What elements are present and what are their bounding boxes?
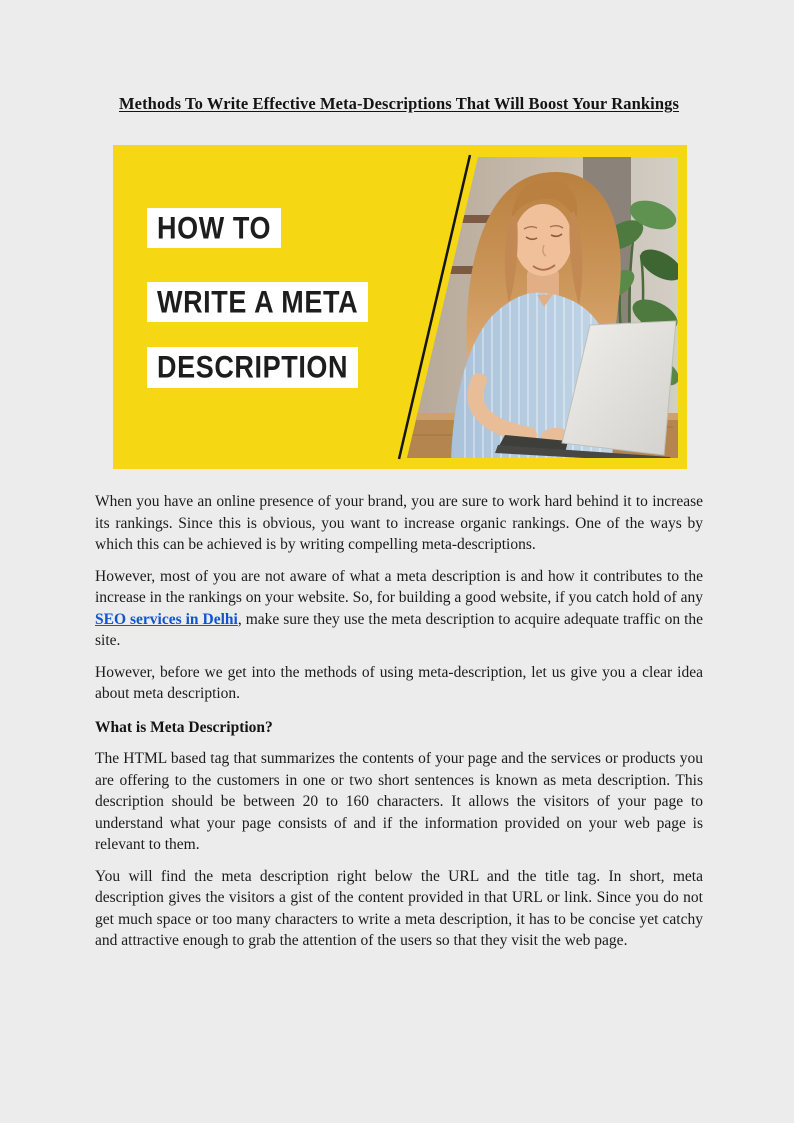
banner-strip-3 (147, 347, 358, 388)
paragraph-definition: The HTML based tag that summarizes the contents of your page and the services or products you are offering to the customers in one or two short sentences is known as meta description. This description should be between 20 to 160 characters. It allows the visitors of your page to understand what your page consists of and if the information provided on your web page is relevant to them. (95, 750, 703, 853)
seo-services-link[interactable]: SEO services in Delhi (95, 610, 238, 628)
banner-line-3: DESCRIPTION (157, 349, 349, 385)
paragraph-seo-before: However, most of you are not aware of what a meta description is and how it contributes to the increase in the rankings on your website. So, for building a good website, if you catch hold of any (95, 567, 703, 606)
paragraph-location: You will find the meta description right below the URL and the title tag. In short, meta description gives the visitors a gist of the content provided in that URL or link. Since you do not get much space or too many characters to write a meta description, it has to be concise yet catchy and attractive enough to grab the attention of the users so that they visit the web page. (95, 867, 703, 949)
article-body (95, 491, 703, 962)
hero-image (113, 145, 687, 469)
paragraph-seo-after: , make sure they use the meta description to acquire adequate traffic on the site. (95, 610, 703, 649)
paragraph-transition: However, before we get into the methods of using meta-description, let us give you a clear idea about meta description. (95, 663, 703, 702)
banner-line-2: WRITE A META (157, 283, 359, 320)
paragraph-intro: When you have an online presence of your brand, you are sure to work hard behind it to increase its rankings. Since this is obvious, you want to increase organic rankings. One of the ways by which this can be achieved is by writing compelling meta-descriptions. (95, 493, 703, 553)
paragraph-seo (95, 566, 703, 652)
section-heading: What is Meta Description? (95, 718, 273, 736)
banner-strip-2 (147, 282, 368, 322)
banner-strip-1 (147, 208, 281, 248)
article-title: Methods To Write Effective Meta-Descriptions That Will Boost Your Rankings (118, 94, 680, 113)
banner-line-1: HOW TO (157, 209, 272, 246)
